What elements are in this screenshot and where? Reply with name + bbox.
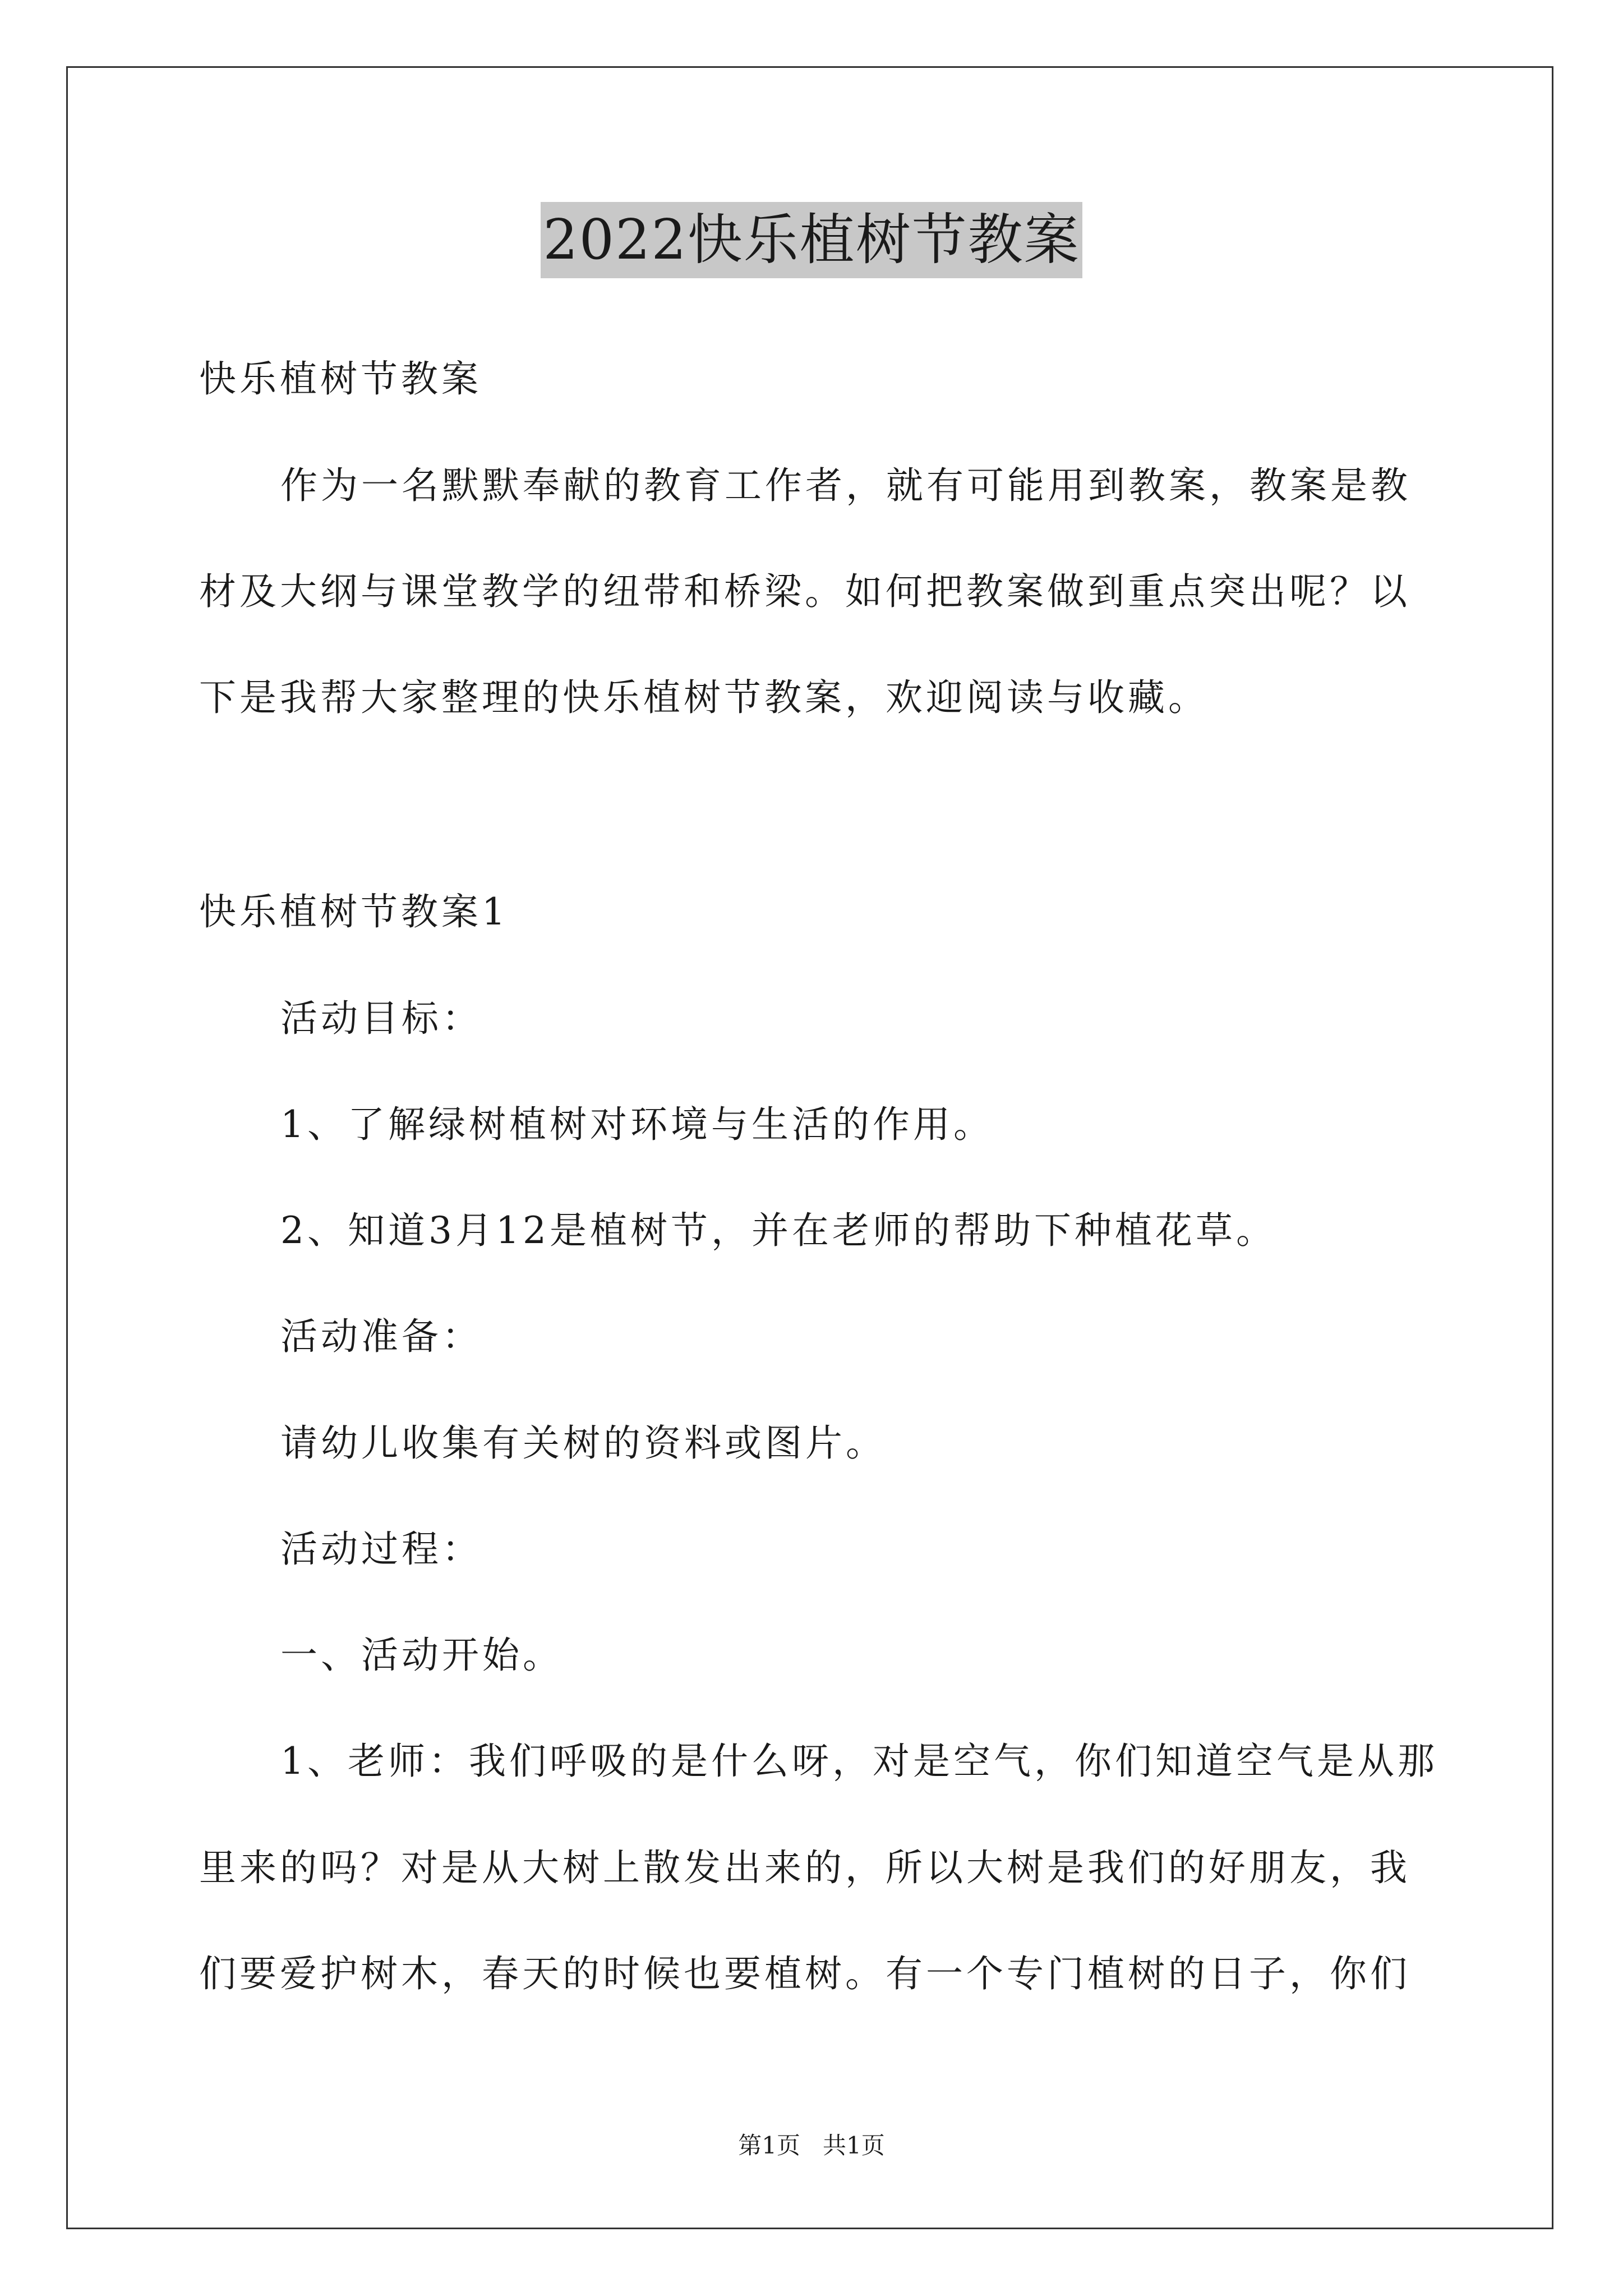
document-title: 2022快乐植树节教案	[541, 202, 1082, 278]
paragraph-line-2: 里来的吗？对是从大树上散发出来的，所以大树是我们的好朋友，我	[199, 1846, 1410, 1889]
intro-line-3: 下是我帮大家整理的快乐植树节教案，欢迎阅读与收藏。	[199, 676, 1209, 719]
list-item: 1、了解绿树植树对环境与生活的作用。	[280, 1103, 994, 1146]
list-item: 活动准备：	[280, 1315, 482, 1358]
paragraph-line-1: 1、老师：我们呼吸的是什么呀，对是空气，你们知道空气是从那	[280, 1740, 1438, 1783]
list-item: 2、知道3月12是植树节，并在老师的帮助下种植花草。	[280, 1209, 1276, 1252]
list-item: 活动过程：	[280, 1527, 482, 1571]
subtitle: 快乐植树节教案	[199, 357, 482, 401]
list-item: 一、活动开始。	[280, 1634, 563, 1677]
title-container	[0, 202, 1623, 278]
list-item: 请幼儿收集有关树的资料或图片。	[280, 1421, 886, 1465]
paragraph-line-3: 们要爱护树木，春天的时候也要植树。有一个专门植树的日子，你们	[199, 1952, 1410, 1995]
intro-line-2: 材及大纲与课堂教学的纽带和桥梁。如何把教案做到重点突出呢？以	[199, 570, 1410, 613]
intro-line-1: 作为一名默默奉献的教育工作者，就有可能用到教案，教案是教	[280, 464, 1411, 507]
page-footer: 第1页 共1页	[738, 2132, 885, 2159]
list-item: 活动目标：	[280, 997, 482, 1040]
section-heading: 快乐植树节教案1	[199, 890, 509, 933]
